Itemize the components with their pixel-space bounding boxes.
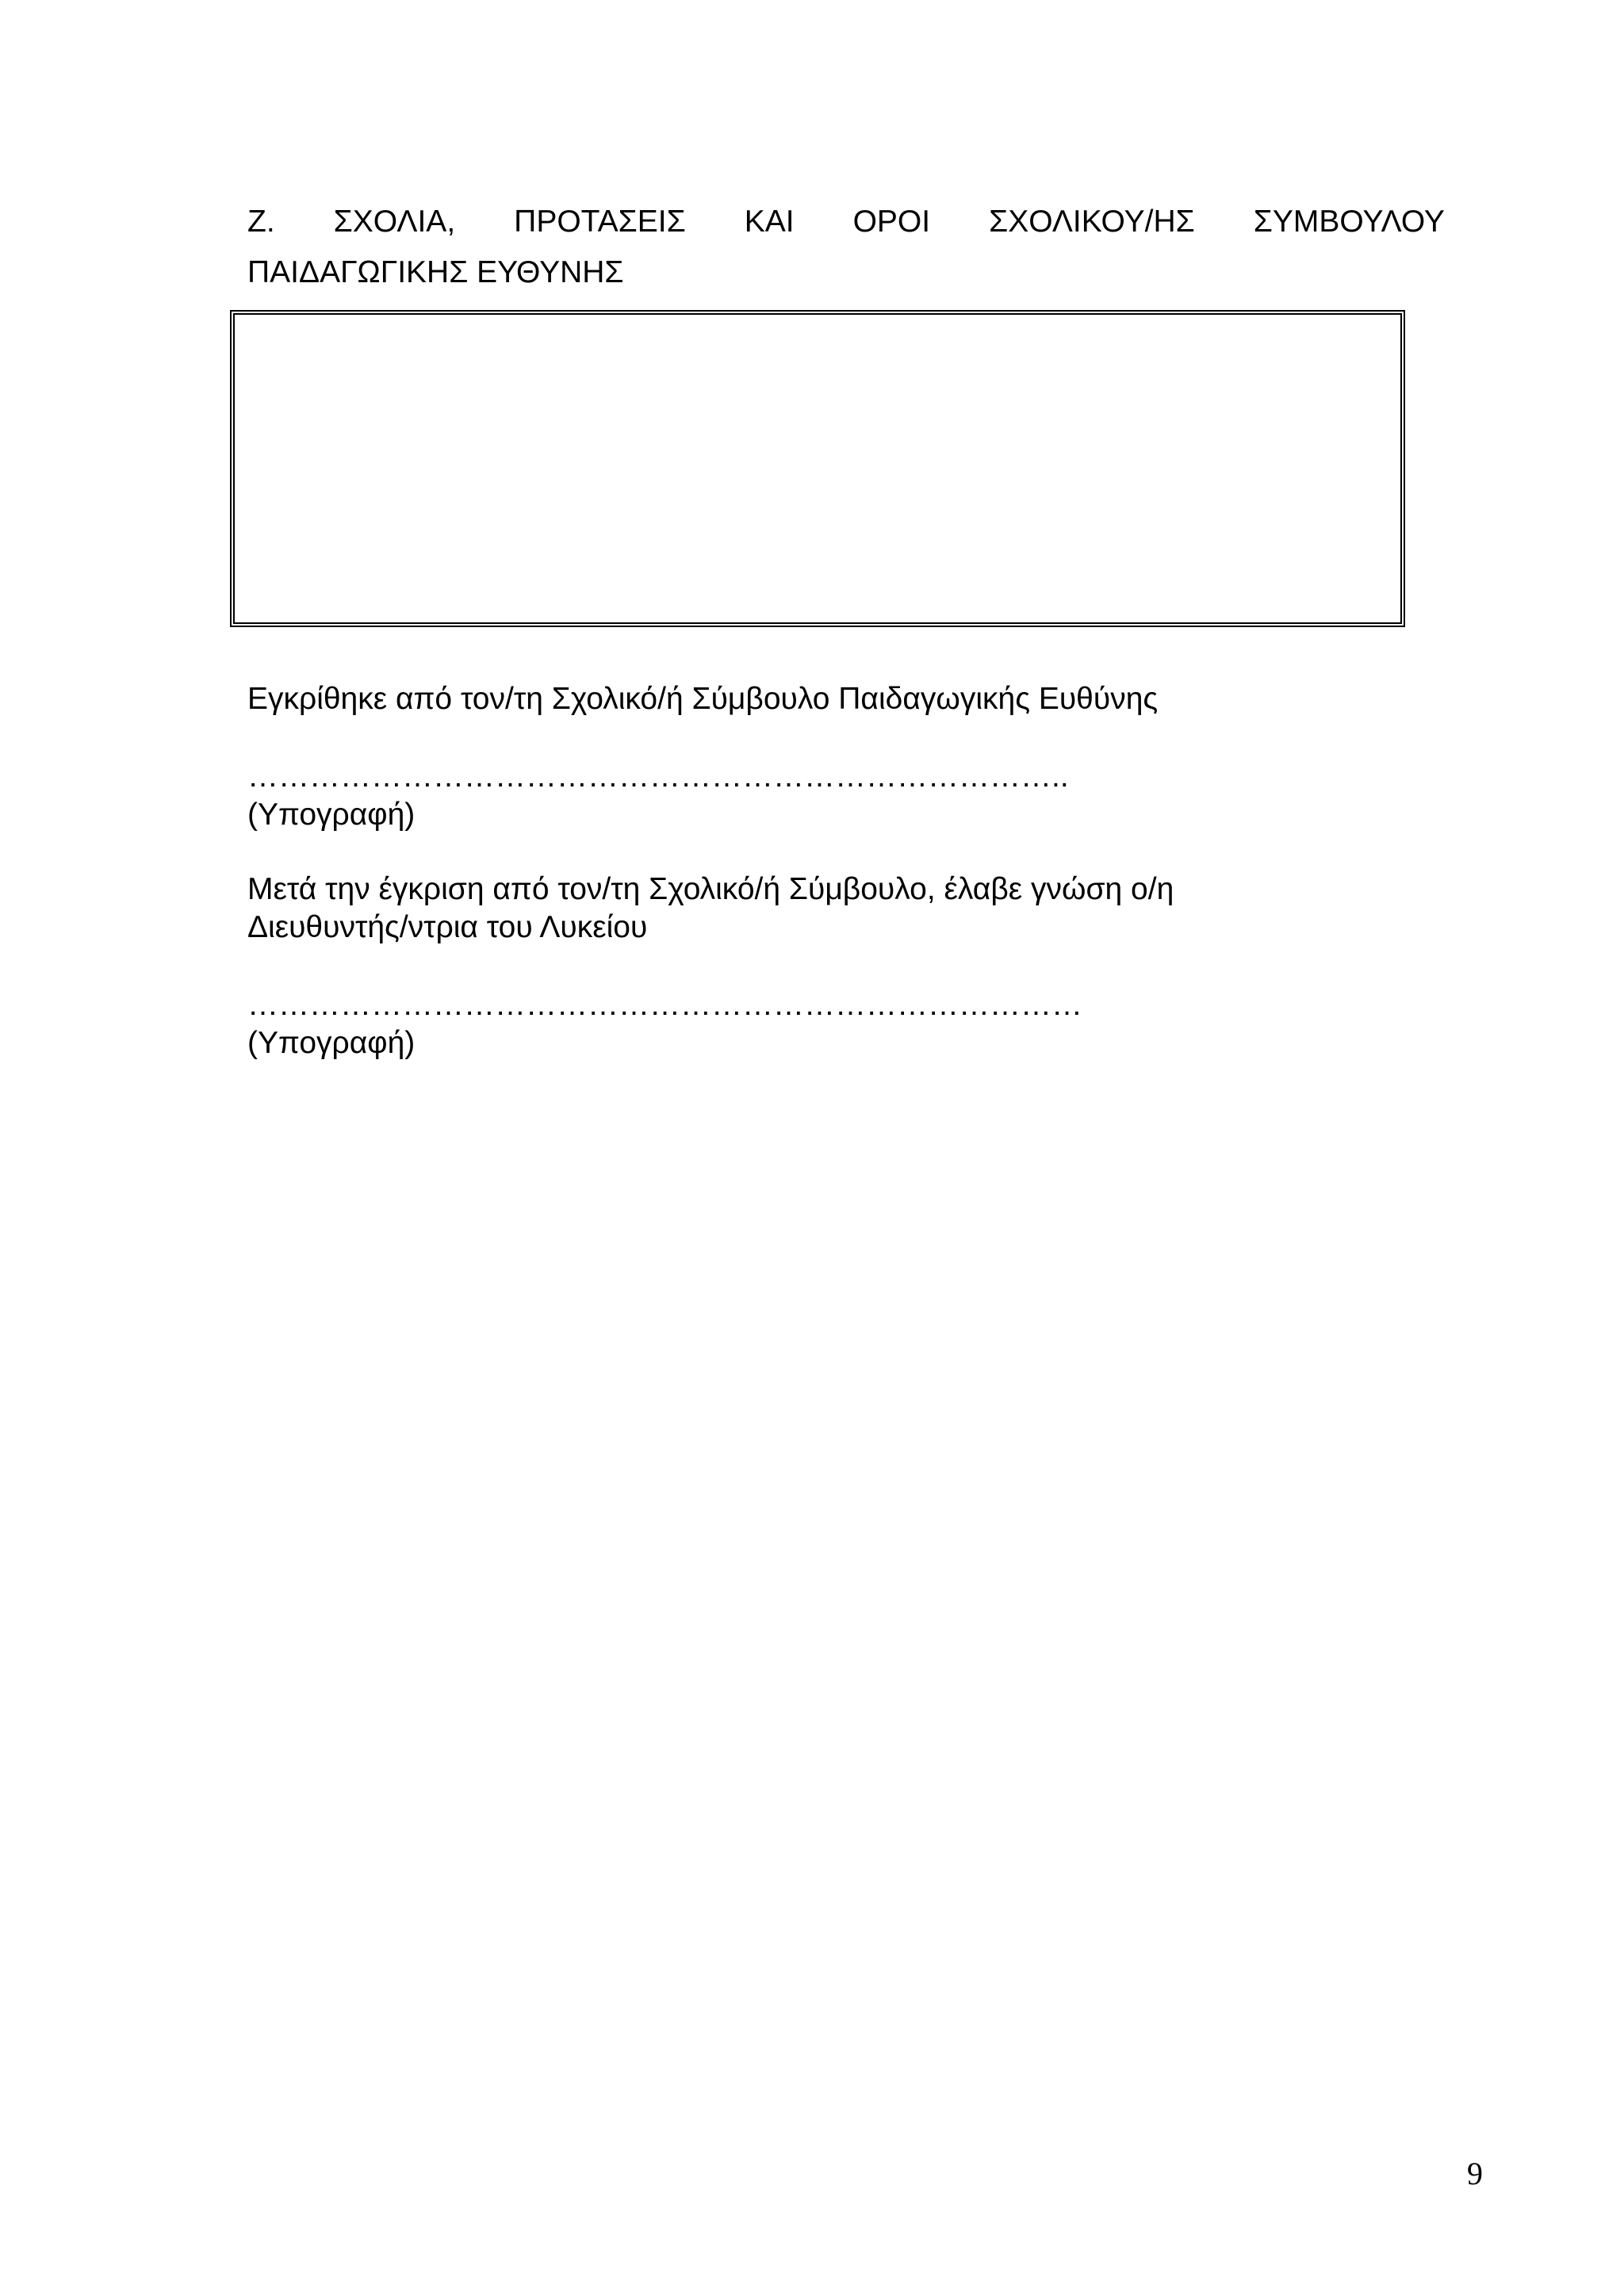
comments-box[interactable] (230, 310, 1405, 627)
heading-word: ΚΑΙ (744, 205, 795, 239)
advisor-signature-label: (Υπογραφή) (247, 798, 416, 832)
director-acknowledgement-line2: Διευθυντής/ντρια του Λυκείου (247, 910, 648, 944)
heading-word: ΠΡΟΤΑΣΕΙΣ (514, 205, 686, 239)
section-heading-line1 (247, 197, 1445, 247)
heading-word: ΣΧΟΛΙΚΟΥ/ΗΣ (989, 205, 1195, 239)
heading-word: Ζ. (247, 205, 275, 239)
section-heading (247, 197, 1445, 298)
page-number: 9 (1467, 2156, 1483, 2191)
approved-by-text: Εγκρίθηκε από τον/τη Σχολικό/ή Σύμβουλο Παιδαγωγικής Ευθύνης (247, 682, 1159, 716)
director-signature-line: ……………………………………………………………………… (247, 988, 1082, 1022)
director-acknowledgement-line1: Μετά την έγκριση από τον/τη Σχολικό/ή Σύμβουλο, έλαβε γνώση ο/η (247, 872, 1174, 906)
heading-word: ΣΥΜΒΟΥΛΟΥ (1253, 205, 1445, 239)
heading-word: ΣΧΟΛΙΑ, (333, 205, 456, 239)
advisor-signature-line: …………………………………………………………………….. (247, 760, 1069, 794)
director-signature-label: (Υπογραφή) (247, 1026, 416, 1060)
heading-word: ΟΡΟΙ (852, 205, 931, 239)
section-heading-line2: ΠΑΙΔΑΓΩΓΙΚΗΣ ΕΥΘΥΝΗΣ (247, 255, 624, 289)
director-acknowledgement (247, 871, 1174, 947)
